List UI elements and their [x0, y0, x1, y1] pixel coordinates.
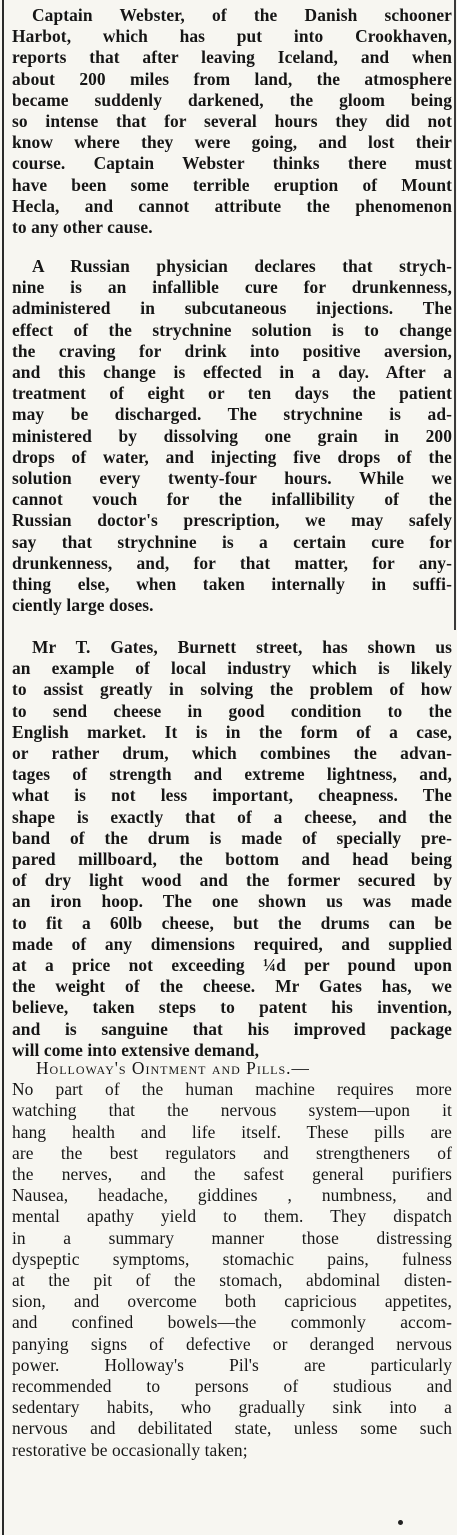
- text-line: at the pit of the stomach, abdominal disten-: [12, 1270, 452, 1291]
- text-line: to fit a 60lb cheese, but the drums can be: [12, 912, 452, 933]
- text-line: treatment of eight or ten days the patient: [12, 383, 452, 404]
- text-line: know where they were going, and lost their: [12, 132, 452, 153]
- text-line: English market. It is in the form of a case,: [12, 721, 452, 742]
- text-line: Harbot, which has put into Crookhaven,: [12, 26, 452, 47]
- text-line: Mr T. Gates, Burnett street, has shown us: [32, 637, 452, 657]
- text-line: what is not less important, cheapness. The: [12, 785, 452, 806]
- text-line: Nausea, headache, giddines , numbness, and: [12, 1185, 452, 1206]
- text-line: administered in subcutaneous injections. The: [12, 298, 452, 319]
- text-line: effect of the strychnine solution is to change: [12, 319, 452, 340]
- text-line: so intense that for several hours they did not: [12, 111, 452, 132]
- text-line: the craving for drink into positive aversion,: [12, 340, 452, 361]
- advert-heading: Holloway's Ointment and Pills.—: [36, 1058, 310, 1078]
- text-line: nine is an infallible cure for drunkenness,: [12, 277, 452, 298]
- text-line: an example of local industry which is likely: [12, 658, 452, 679]
- text-line: band of the drum is made of specially pre-: [12, 827, 452, 848]
- text-line: of dry light wood and the former secured by: [12, 870, 452, 891]
- text-line: Captain Webster, of the Danish schooner: [32, 5, 452, 25]
- text-line: believe, taken steps to patent his invention,: [12, 997, 452, 1018]
- text-line: became suddenly darkened, the gloom being: [12, 89, 452, 110]
- text-line: ciently large doses.: [12, 595, 154, 616]
- text-line: say that strychnine is a certain cure for: [12, 531, 452, 552]
- text-line: sedentary habits, who gradually sink into a: [12, 1397, 452, 1418]
- text-line: to send cheese in good condition to the: [12, 700, 452, 721]
- text-line: A Russian physician declares that strych-: [32, 256, 452, 276]
- text-line: watching that the nervous system—upon it: [12, 1100, 452, 1121]
- text-line: and confined bowels—the commonly accom-: [12, 1312, 452, 1333]
- article-body: [12, 256, 452, 616]
- text-line: solution every twenty-four hours. While we: [12, 468, 452, 489]
- text-line: ministered by dissolving one grain in 200: [12, 425, 452, 446]
- text-line: at a price not exceeding ¼d per pound upon: [12, 955, 452, 976]
- text-line: nervous and debilitated state, unless some such: [12, 1418, 452, 1439]
- text-line: made of any dimensions required, and supplied: [12, 933, 452, 954]
- text-line: are the best regulators and strengtheners of: [12, 1142, 452, 1163]
- text-line: mental apathy yield to them. They dispatch: [12, 1206, 452, 1227]
- text-line: thing else, when taken internally in suffi-: [12, 574, 452, 595]
- text-line: and is sanguine that his improved package: [12, 1018, 452, 1039]
- text-line: hang health and life itself. These pills are: [12, 1121, 452, 1142]
- article-body: [12, 1058, 452, 1461]
- article-gates-cheese-drum: [12, 637, 452, 1061]
- text-line: sion, and overcome both capricious appetites,: [12, 1291, 452, 1312]
- text-line: Russian doctor's prescription, we may safely: [12, 510, 452, 531]
- article-russian-physician: [12, 256, 452, 616]
- text-line: or rather drum, which combines the advan-: [12, 743, 452, 764]
- text-line: will come into extensive demand,: [12, 1039, 260, 1060]
- text-line: about 200 miles from land, the atmosphere: [12, 68, 452, 89]
- text-line: No part of the human machine requires more: [12, 1079, 452, 1100]
- text-line: drunkenness, and, for that matter, for any-: [12, 552, 452, 573]
- article-holloway-advert: [12, 1058, 452, 1461]
- text-line: may be discharged. The strychnine is ad-: [12, 404, 452, 425]
- column-rule-left: [2, 0, 4, 1535]
- article-body: [12, 5, 452, 238]
- text-line: have been some terrible eruption of Mount: [12, 174, 452, 195]
- text-line: reports that after leaving Iceland, and when: [12, 47, 452, 68]
- text-line: panying signs of defective or deranged nervous: [12, 1333, 452, 1354]
- column-rule-right: [454, 0, 456, 630]
- print-speck: [398, 1520, 403, 1525]
- text-line: the weight of the cheese. Mr Gates has, we: [12, 976, 452, 997]
- text-line: cannot vouch for the infallibility of the: [12, 489, 452, 510]
- text-line: an iron hoop. The one shown us was made: [12, 891, 452, 912]
- text-line: shape is exactly that of a cheese, and the: [12, 806, 452, 827]
- article-webster: [12, 5, 452, 238]
- text-line: the nerves, and the safest general purifiers: [12, 1164, 452, 1185]
- text-line: to any other cause.: [12, 217, 153, 238]
- text-line: recommended to persons of studious and: [12, 1376, 452, 1397]
- text-line: and this change is effected in a day. After a: [12, 362, 452, 383]
- text-line: pared millboard, the bottom and head being: [12, 849, 452, 870]
- text-line: dyspeptic symptoms, stomachic pains, fulness: [12, 1248, 452, 1269]
- text-line: power. Holloway's Pil's are particularly: [12, 1354, 452, 1375]
- text-line: to assist greatly in solving the problem of how: [12, 679, 452, 700]
- text-line: Hecla, and cannot attribute the phenomenon: [12, 195, 452, 216]
- text-line: restorative be occasionally taken;: [12, 1439, 248, 1460]
- text-line: drops of water, and injecting five drops of the: [12, 446, 452, 467]
- article-body: [12, 637, 452, 1061]
- text-line: course. Captain Webster thinks there must: [12, 153, 452, 174]
- text-line: tages of strength and extreme lightness, and,: [12, 764, 452, 785]
- text-line: in a summary manner those distressing: [12, 1227, 452, 1248]
